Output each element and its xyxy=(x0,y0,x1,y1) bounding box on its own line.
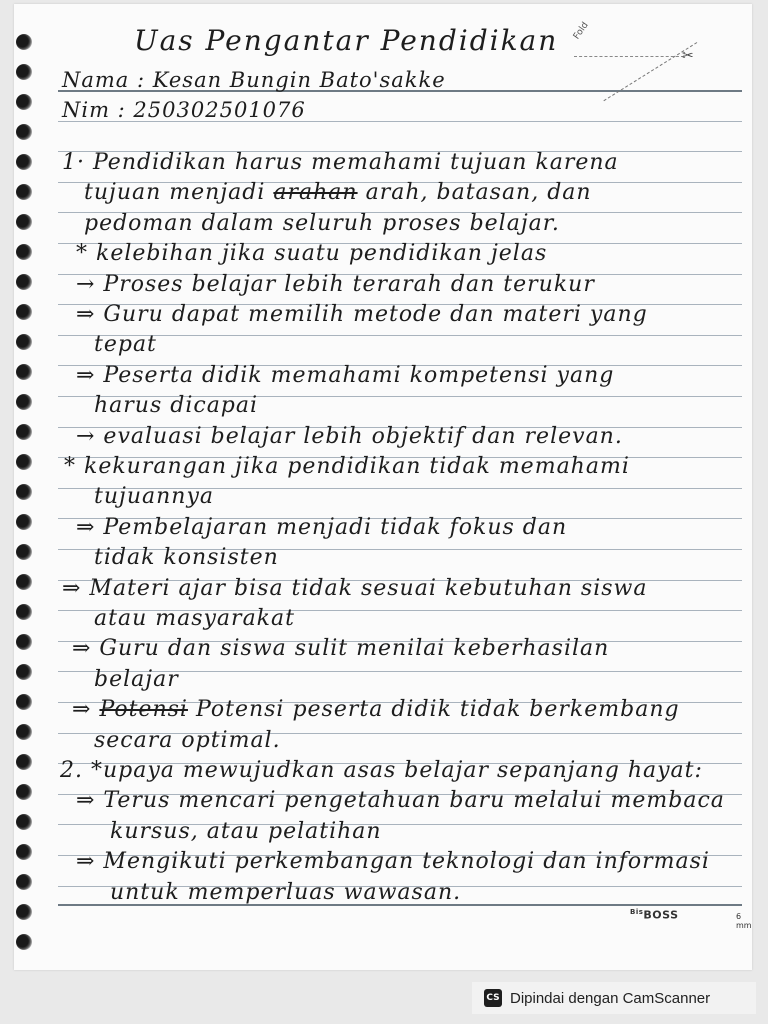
handwritten-line: 1· Pendidikan harus memahami tujuan karena xyxy=(62,150,619,175)
handwritten-line: * kelebihan jika suatu pendidikan jelas xyxy=(76,241,548,267)
notebook-brand: $^{Bis}$BOSS xyxy=(630,908,679,922)
binding-ring xyxy=(16,154,32,170)
binding-ring xyxy=(16,724,32,740)
binding-ring xyxy=(16,364,32,380)
binding-ring xyxy=(16,844,32,860)
camscanner-icon: CS xyxy=(484,989,502,1007)
binding-ring xyxy=(16,934,32,950)
binding-ring xyxy=(16,634,32,650)
binding-ring xyxy=(16,904,32,920)
page-title: Uas Pengantar Pendidikan xyxy=(134,24,559,57)
binding-ring xyxy=(16,664,32,680)
binding-ring xyxy=(16,214,32,230)
handwritten-line: untuk memperluas wawasan. xyxy=(110,879,462,905)
cut-line xyxy=(574,56,684,57)
scissors-icon: ✂ xyxy=(682,48,694,64)
camscanner-text: Dipindai dengan CamScanner xyxy=(510,989,711,1007)
binding-ring xyxy=(16,514,32,530)
binding-ring xyxy=(16,484,32,500)
binding-ring xyxy=(16,64,32,80)
ruled-line xyxy=(58,335,742,336)
binding-ring xyxy=(16,784,32,800)
struck-word: arahan xyxy=(273,180,358,206)
binding-ring xyxy=(16,544,32,560)
binding-ring xyxy=(16,454,32,470)
handwritten-line: ⇒ Mengikuti perkembangan teknologi dan informasi xyxy=(76,849,710,875)
handwritten-line: tepat xyxy=(94,332,157,358)
nim-field: Nim : 250302501076 xyxy=(62,98,306,122)
handwritten-line: 2. *upaya mewujudkan asas belajar sepanjang hayat: xyxy=(60,758,703,783)
handwritten-line: secara optimal. xyxy=(94,727,281,753)
camscanner-watermark xyxy=(472,982,756,1014)
binding-ring xyxy=(16,754,32,770)
binding-ring xyxy=(16,124,32,140)
binding-ring xyxy=(16,334,32,350)
handwritten-line: → evaluasi belajar lebih objektif dan relevan. xyxy=(76,423,623,449)
handwritten-line: ⇒ Pembelajaran menjadi tidak fokus dan xyxy=(76,514,568,540)
name-field: Nama : Kesan Bungin Bato'sakke xyxy=(62,68,446,92)
handwritten-line: * kekurangan jika pendidikan tidak memahami xyxy=(64,454,630,479)
handwritten-line: ⇒ Terus mencari pengetahuan baru melalui membaca xyxy=(76,788,725,814)
binding-ring xyxy=(16,604,32,620)
binding-ring xyxy=(16,574,32,590)
binding-ring xyxy=(16,304,32,320)
handwritten-line: ⇒ Guru dan siswa sulit menilai keberhasilan xyxy=(72,636,610,662)
handwritten-line: pedoman dalam seluruh proses belajar. xyxy=(84,210,560,236)
handwritten-line: kursus, atau pelatihan xyxy=(110,818,382,844)
handwritten-line: ⇒ Guru dapat memilih metode dan materi yang xyxy=(76,302,648,327)
struck-word: Potensi xyxy=(99,697,188,723)
binding-ring xyxy=(16,694,32,710)
handwritten-line: tujuan menjadi arahan arah, batasan, dan xyxy=(84,180,592,206)
binding-ring xyxy=(16,244,32,260)
binding-ring xyxy=(16,814,32,830)
handwritten-line: atau masyarakat xyxy=(94,606,295,631)
binding-ring xyxy=(16,274,32,290)
handwritten-line: belajar xyxy=(94,666,179,692)
handwritten-line: ⇒ Materi ajar bisa tidak sesuai kebutuhan siswa xyxy=(62,575,648,601)
handwritten-line: harus dicapai xyxy=(94,393,259,419)
handwritten-line: ⇒ Peserta didik memahami kompetensi yang xyxy=(76,362,615,388)
line-spacing-label: 6 mm xyxy=(736,912,752,930)
fold-label: Fold xyxy=(571,20,591,42)
handwritten-line: ⇒ Potensi Potensi peserta didik tidak berkembang xyxy=(72,697,680,723)
binding-ring xyxy=(16,394,32,410)
handwritten-line: tidak konsisten xyxy=(94,545,279,571)
binding-ring xyxy=(16,94,32,110)
spiral-binding xyxy=(14,4,58,970)
binding-ring xyxy=(16,184,32,200)
handwritten-line: → Proses belajar lebih terarah dan terukur xyxy=(76,271,595,297)
notebook-page xyxy=(14,4,752,970)
binding-ring xyxy=(16,424,32,440)
binding-ring xyxy=(16,34,32,50)
binding-ring xyxy=(16,874,32,890)
handwritten-line: tujuannya xyxy=(94,484,214,510)
